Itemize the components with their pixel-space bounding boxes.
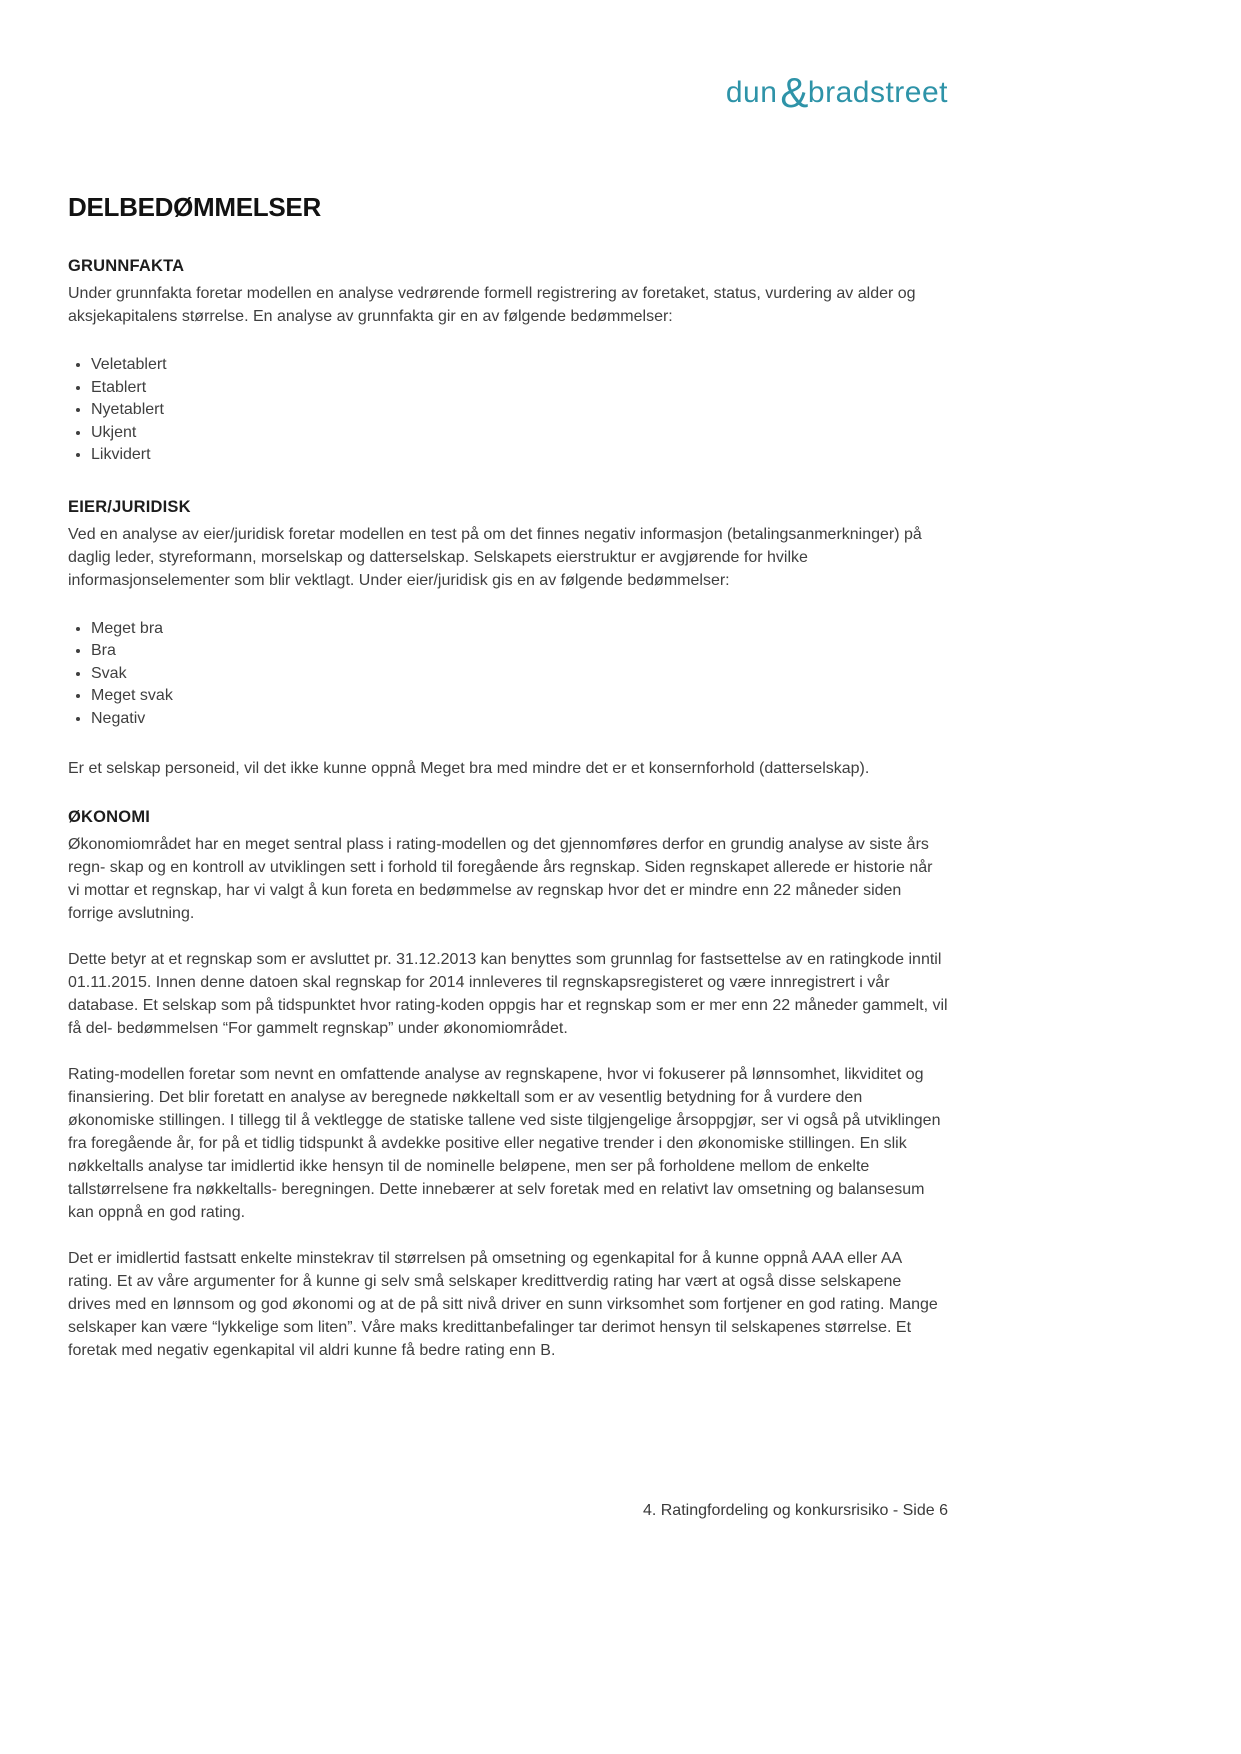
list-item: • Negativ (91, 708, 948, 731)
section-heading-okonomi: ØKONOMI (68, 808, 151, 826)
okonomi-paragraph-1: Økonomiområdet har en meget sentral plass i rating-modellen og det gjennomføres derfor en grundig analyse av siste års regn- skap og en kontroll av utviklingen sett i forhold til foregående års regnskap. Siden regnskapet allerede er historie når vi mottar et regnskap, har vi valgt å kun foreta en bedømmelse av regnskap hvor det er mindre enn 22 måneder siden forrige avslutning. (68, 836, 933, 922)
eier-juridisk-bullet-list (68, 618, 948, 731)
section-grunnfakta (68, 257, 948, 467)
section-heading-grunnfakta: GRUNNFAKTA (68, 257, 185, 275)
section-okonomi (68, 808, 948, 1362)
list-item: • Etablert (91, 377, 948, 400)
list-item: • Meget svak (91, 685, 948, 708)
page-footer (68, 1502, 948, 1520)
eier-juridisk-intro-paragraph: Ved en analyse av eier/juridisk foretar modellen en test på om det finnes negativ informasjon (betalingsanmerkninger) på daglig leder, styreformann, morselskap og datterselskap. Selskapets eierstruktur er avgjørende for hvilke informasjonselementer som blir vektlagt. Under eier/juridisk gis en av følgende bedømmelser: (68, 525, 922, 589)
list-item: • Bra (91, 640, 948, 663)
list-item: • Likvidert (91, 444, 948, 467)
grunnfakta-bullet-list (68, 354, 948, 467)
list-item: • Nyetablert (91, 399, 948, 422)
list-item: • Svak (91, 663, 948, 686)
eier-juridisk-note-paragraph: Er et selskap personeid, vil det ikke kunne oppnå Meget bra med mindre det er et konsernforhold (datterselskap). (68, 760, 870, 777)
list-item: • Ukjent (91, 422, 948, 445)
grunnfakta-intro-paragraph: Under grunnfakta foretar modellen en analyse vedrørende formell registrering av foretaket, status, vurdering av alder og aksjekapitalens størrelse. En analyse av grunnfakta gir en av følgende bedømmelser: (68, 285, 916, 325)
page-content (68, 0, 948, 1362)
list-item: • Veletablert (91, 354, 948, 377)
list-item: • Meget bra (91, 618, 948, 641)
logo-text-dun: dun (725, 76, 778, 109)
logo-text-bradstreet: bradstreet (807, 76, 948, 109)
okonomi-paragraph-2: Dette betyr at et regnskap som er avsluttet pr. 31.12.2013 kan benyttes som grunnlag for fastsettelse av en ratingkode inntil 01.11.2015. Innen denne datoen skal regnskap for 2014 innleveres til regnskapsregisteret og være innregistrert i vår database. Et selskap som på tidspunktet hvor rating-koden oppgis har et regnskap som er mer enn 22 måneder gammelt, vil få del- bedømmelsen “For gammelt regnskap” under økonomiområdet. (68, 951, 948, 1037)
section-heading-eier-juridisk: EIER/JURIDISK (68, 497, 191, 516)
okonomi-paragraph-3: Rating-modellen foretar som nevnt en omfattende analyse av regnskapene, hvor vi fokuserer på lønnsomhet, likviditet og finansiering. Det blir foretatt en analyse av beregnede nøkkeltall som er av vesentlig betydning for å vurdere den økonomiske stillingen. I tillegg til å vektlegge de statiske tallene ved siste tilgjengelige årsoppgjør, ser vi også på utviklingen fra foregående år, for på et tidlig tidspunkt å avdekke positive eller negative trender i den økonomiske stillingen. En slik nøkkeltalls analyse tar imidlertid ikke hensyn til de nominelle beløpene, men ser på forholdene mellom de enkelte tallstørrelsene fra nøkkeltalls- beregningen. Dette innebærer at selv foretak med en relativt lav omsetning og balansesum kan oppnå en god rating. (68, 1066, 941, 1221)
page-title: DELBEDØMMELSER (68, 192, 321, 222)
footer-page-label: 4. Ratingfordeling og konkursrisiko - Side 6 (642, 1502, 948, 1519)
okonomi-paragraph-4: Det er imidlertid fastsatt enkelte minstekrav til størrelsen på omsetning og egenkapital for å kunne oppnå AAA eller AA rating. Et av våre argumenter for å kunne gi selv små selskaper kredittverdig rating har vært at også disse selskapene drives med en lønnsom og god økonomi og at de på sitt nivå driver en sunn virksomhet som fortjener en god rating. Mange selskaper kan være “lykkelige som liten”. Våre maks kredittanbefalinger tar derimot hensyn til selskapenes størrelse. Et foretak med negativ egenkapital vil aldri kunne få bedre rating enn B. (68, 1250, 938, 1359)
logo-ampersand-icon: & (780, 69, 809, 116)
section-eier-juridisk (68, 498, 948, 781)
